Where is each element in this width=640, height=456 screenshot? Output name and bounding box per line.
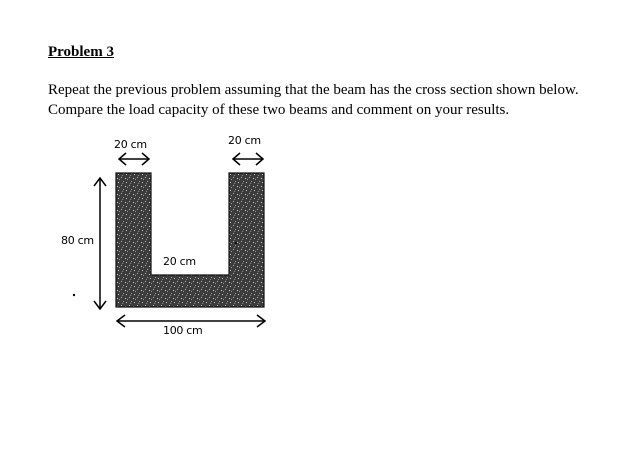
scan-dot xyxy=(235,242,237,244)
right-flange-width-arrow xyxy=(233,153,263,165)
height-dimension-label: 80 cm xyxy=(61,234,94,247)
left-flange-width-arrow xyxy=(119,153,149,165)
scan-dot xyxy=(73,294,75,296)
statement-line-2: Compare the load capacity of these two beams and comment on your results. xyxy=(48,102,510,118)
width-dimension-label: 100 cm xyxy=(163,324,203,337)
bottom-thickness-dimension-label: 20 cm xyxy=(163,255,196,268)
left-flange-dimension-label: 20 cm xyxy=(114,138,147,151)
u-section-shape xyxy=(116,173,264,307)
right-flange-dimension-label: 20 cm xyxy=(228,134,261,147)
height-arrow xyxy=(94,178,106,309)
statement-line-1: Repeat the previous problem assuming that the beam has the cross section shown below. xyxy=(48,82,579,98)
problem-title: Problem 3 xyxy=(48,44,114,60)
